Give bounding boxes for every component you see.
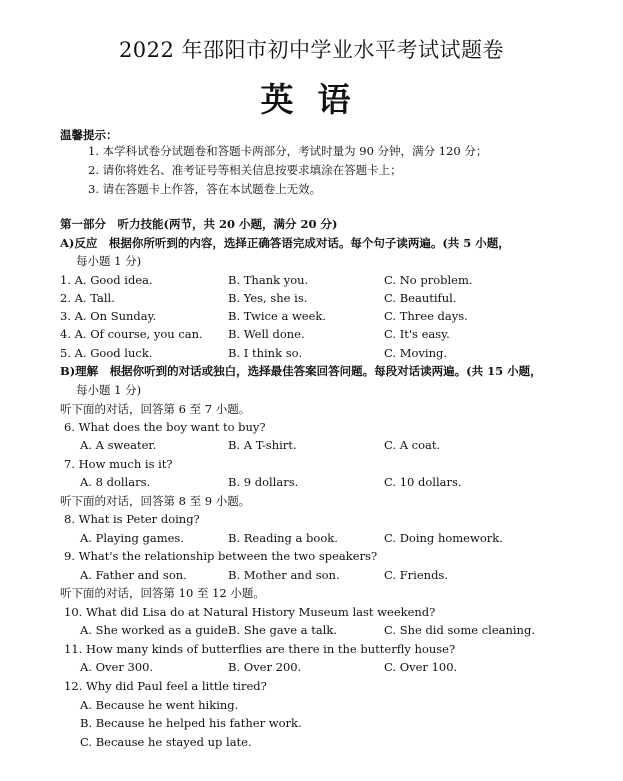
tip-item-1: 1. 本学科试卷分试题卷和答题卡两部分，考试时量为 90 分钟，满分 120 分； (88, 144, 488, 158)
q8-option-b: B. Reading a book. (228, 531, 338, 545)
q11-option-c: C. Over 100. (384, 660, 458, 674)
q10-option-c: C. She did some cleaning. (384, 623, 535, 637)
q6-question: 6. What does the boy want to buy? (64, 420, 266, 434)
section-b-instruction-line2: 每小题 1 分) (76, 383, 142, 397)
q10-option-a: A. She worked as a guide. (80, 623, 232, 637)
listen-instruction-6-7: 听下面的对话，回答第 6 至 7 小题。 (60, 402, 251, 416)
q12-option-a: A. Because he went hiking. (80, 698, 239, 712)
q1-option-a: 1. A. Good idea. (60, 273, 153, 287)
q4-option-c: C. It's easy. (384, 327, 450, 341)
q8-question: 8. What is Peter doing? (64, 512, 200, 526)
q5-option-b: B. I think so. (228, 346, 302, 360)
q3-option-a: 3. A. On Sunday. (60, 309, 157, 323)
q4-option-a: 4. A. Of course, you can. (60, 327, 203, 341)
tip-item-2: 2. 请你将姓名、准考证号等相关信息按要求填涂在答题卡上； (88, 163, 402, 177)
q1-option-b: B. Thank you. (228, 273, 309, 287)
q9-question: 9. What's the relationship between the two speakers? (64, 549, 378, 563)
q6-option-c: C. A coat. (384, 438, 441, 452)
q3-option-b: B. Twice a week. (228, 309, 327, 323)
q11-option-b: B. Over 200. (228, 660, 302, 674)
q8-option-a: A. Playing games. (80, 531, 184, 545)
q5-option-a: 5. A. Good luck. (60, 346, 153, 360)
q6-option-a: A. A sweater. (80, 438, 157, 452)
q6-option-b: B. A T-shirt. (228, 438, 297, 452)
q11-option-a: A. Over 300. (80, 660, 154, 674)
q8-option-c: C. Doing homework. (384, 531, 503, 545)
q1-option-c: C. No problem. (384, 273, 473, 287)
q7-question: 7. How much is it? (64, 457, 173, 471)
q10-question: 10. What did Lisa do at Natural History Museum last weekend? (64, 605, 436, 619)
q12-question: 12. Why did Paul feel a little tired? (64, 679, 267, 693)
q2-option-b: B. Yes, she is. (228, 291, 308, 305)
q7-option-a: A. 8 dollars. (80, 475, 151, 489)
listen-instruction-10-12: 听下面的对话，回答第 10 至 12 小题。 (60, 586, 265, 600)
q9-option-a: A. Father and son. (80, 568, 187, 582)
q4-option-b: B. Well done. (228, 327, 305, 341)
q2-option-c: C. Beautiful. (384, 291, 457, 305)
tip-item-3: 3. 请在答题卡上作答，答在本试题卷上无效。 (88, 182, 322, 196)
subject-title: 英语 (260, 80, 375, 119)
q12-option-b: B. Because he helped his father work. (80, 716, 302, 730)
q10-option-b: B. She gave a talk. (228, 623, 337, 637)
listen-instruction-8-9: 听下面的对话，回答第 8 至 9 小题。 (60, 494, 251, 508)
exam-title: 2022 年邵阳市初中学业水平考试试题卷 (118, 38, 505, 62)
q7-option-c: C. 10 dollars. (384, 475, 462, 489)
q9-option-b: B. Mother and son. (228, 568, 340, 582)
section-a-instruction-line1: A)反应 根据你所听到的内容，选择正确答语完成对话。每个句子读两遍。(共 5 小题， (60, 236, 510, 250)
q12-option-c: C. Because he stayed up late. (80, 735, 252, 749)
q3-option-c: C. Three days. (384, 309, 468, 323)
section-a-instruction-line2: 每小题 1 分) (76, 254, 142, 268)
q11-question: 11. How many kinds of butterflies are there in the butterfly house? (64, 642, 456, 656)
section-b-instruction-line1: B)理解 根据你听到的对话或独白，选择最佳答案回答问题。每段对话读两遍。(共 15 小题， (60, 364, 542, 378)
q5-option-c: C. Moving. (384, 346, 447, 360)
tips-heading: 温馨提示： (60, 128, 118, 142)
part1-heading: 第一部分 听力技能(两节，共 20 小题，满分 20 分) (60, 217, 338, 231)
q7-option-b: B. 9 dollars. (228, 475, 299, 489)
q2-option-a: 2. A. Tall. (60, 291, 115, 305)
q9-option-c: C. Friends. (384, 568, 448, 582)
